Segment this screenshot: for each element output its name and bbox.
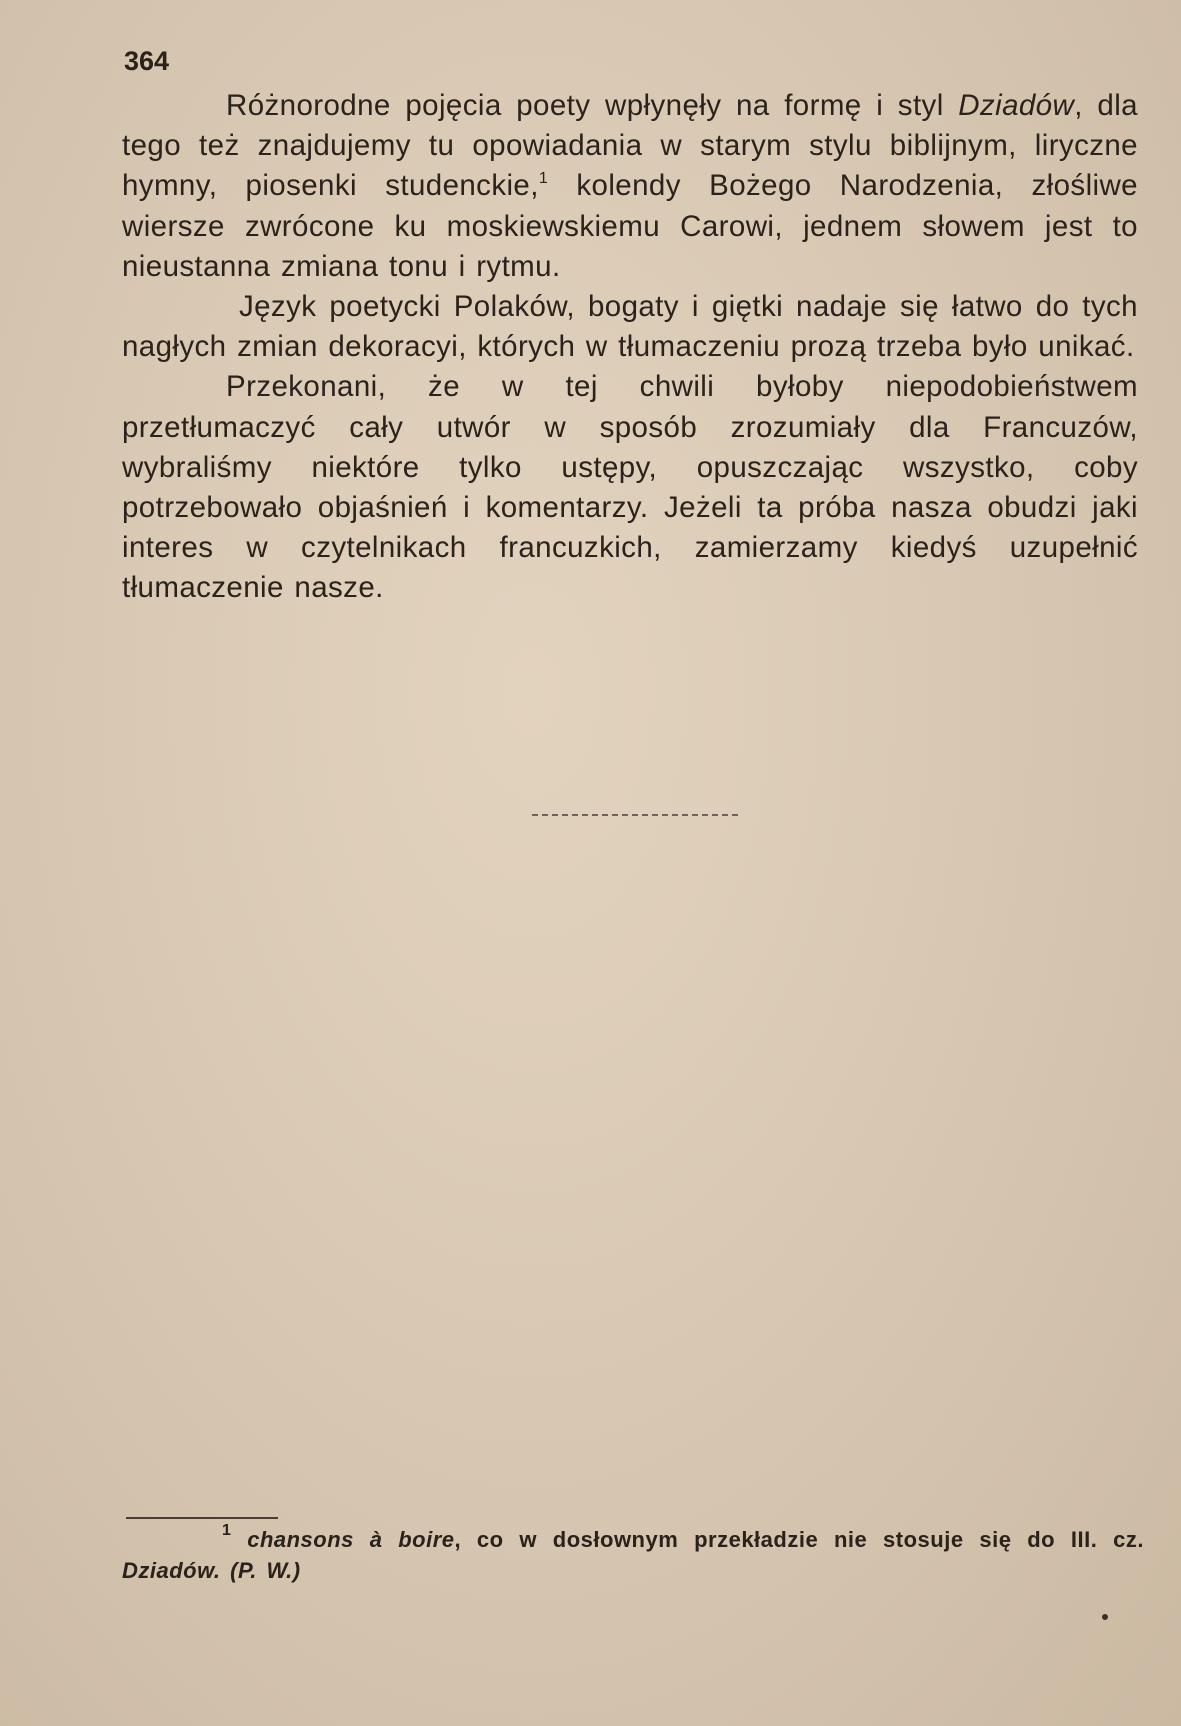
body-text	[122, 86, 1138, 609]
footnote-body: , co w dosłownym przekładzie nie stosuje się do III. cz.	[454, 1527, 1144, 1552]
paragraph-1-text-c: kolendy Bożego Narodzenia, złośliwe wiersze zwrócone ku moskiewskiemu Carowi, jednem słowem jest to nieustanna zmiana tonu i rytmu.	[122, 169, 1138, 283]
footnote-marker: 1	[222, 1522, 232, 1539]
paragraph-2: Przekonani, że w tej chwili byłoby niepodobieństwem przetłumaczyć cały utwór w sposób zrozumiały dla Francuzów, wybraliśmy niektóre tylko ustępy, opuszczając wszystko, coby potrzebowało objaśnień i komentarzy. Jeżeli ta próba nasza obudzi jaki interes w czytelnikach francuzkich, zamierzamy kiedyś uzupełnić tłumaczenie nasze.	[122, 370, 1138, 605]
page-number: 364	[124, 46, 170, 76]
footnote-rule	[126, 1517, 278, 1519]
footnote-reference: 1	[538, 170, 549, 188]
section-separator	[532, 814, 738, 816]
paragraph-1-text-b: , dla tego też znajdujemy tu opowiadania w starym stylu biblijnym, liryczne hymny, piosenki studenckie,	[122, 89, 1138, 203]
footnote	[122, 1524, 1144, 1586]
ink-spot	[1102, 1614, 1108, 1620]
footnote-phrase: chansons à boire	[247, 1527, 455, 1552]
title-dziadow: Dziadów	[958, 89, 1075, 122]
footnote-text	[122, 1524, 1144, 1586]
footnote-source: Dziadów. (P. W.)	[122, 1558, 301, 1583]
paragraph-1-text-a: Różnorodne pojęcia poety wpłynęły na formę i styl	[226, 89, 959, 122]
paragraph-1-text-d: Język poetycki Polaków, bogaty i giętki nadaje się łatwo do tych nagłych zmian dekoracyi, których w tłumaczeniu prozą trzeba było unikać.	[122, 290, 1138, 364]
paragraph-1	[122, 86, 1138, 367]
